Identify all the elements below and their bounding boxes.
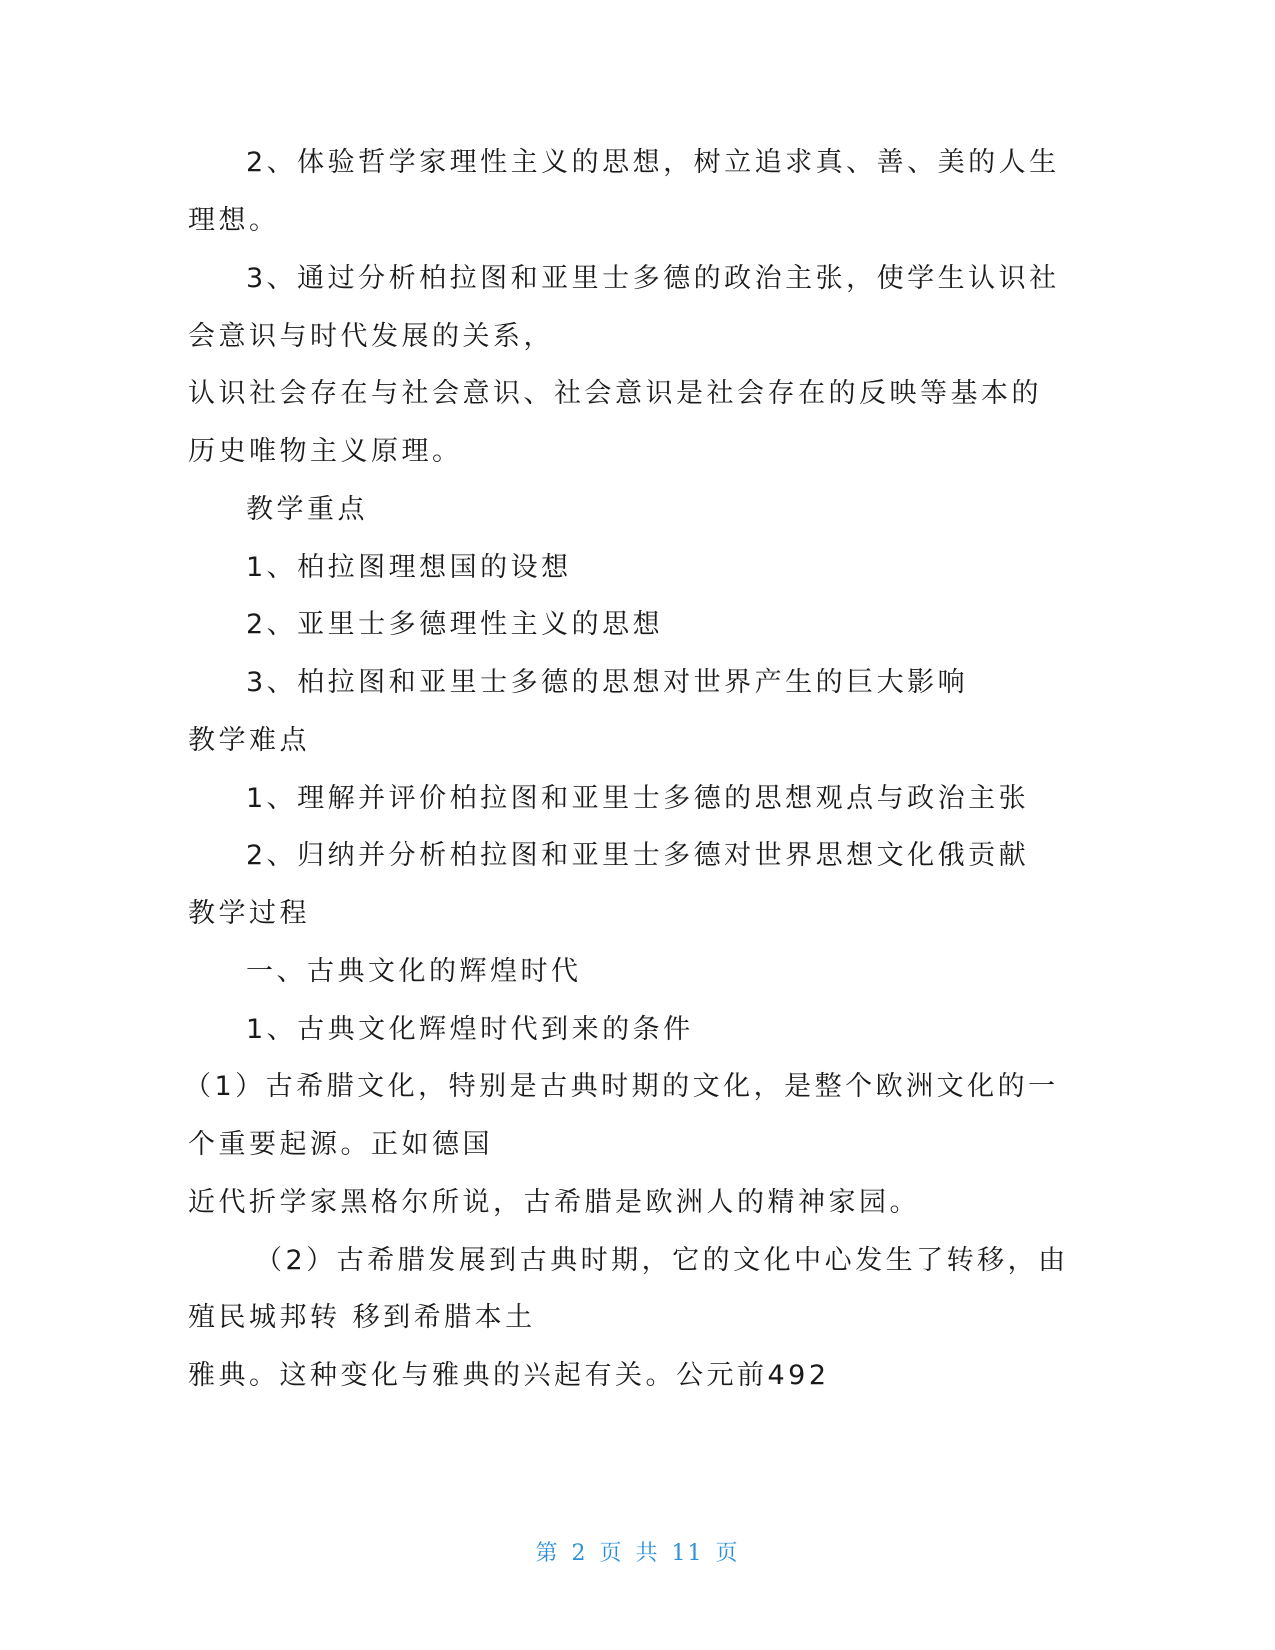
list-item: 1、柏拉图理想国的设想: [246, 552, 572, 583]
paragraph-line: 个重要起源。正如德国: [188, 1129, 493, 1160]
footer-prefix: 第: [535, 1541, 560, 1566]
paragraph-line: 2、体验哲学家理性主义的思想，树立追求真、善、美的人生: [246, 147, 1060, 178]
section-heading: 教学重点: [246, 494, 368, 525]
paragraph-line: 雅典。这种变化与雅典的兴起有关。公元前492: [188, 1360, 830, 1391]
section-heading: 教学难点: [188, 725, 310, 756]
paragraph-line: （1）古希腊文化，特别是古典时期的文化，是整个欧洲文化的一: [184, 1071, 1059, 1102]
footer-total-pages: 11: [671, 1541, 704, 1566]
subsection-heading: 一、古典文化的辉煌时代: [246, 956, 582, 987]
list-item: 2、归纳并分析柏拉图和亚里士多德对世界思想文化俄贡献: [246, 840, 1030, 871]
paragraph-line: （2）古希腊发展到古典时期，它的文化中心发生了转移，由: [255, 1245, 1069, 1276]
list-item: 2、亚里士多德理性主义的思想: [246, 609, 664, 640]
footer-total-label: 共: [635, 1541, 660, 1566]
list-item: 1、理解并评价柏拉图和亚里士多德的思想观点与政治主张: [246, 783, 1030, 814]
footer-page-number: 2: [571, 1541, 588, 1566]
paragraph-line: 会意识与时代发展的关系，: [188, 321, 554, 352]
paragraph-line: 3、通过分析柏拉图和亚里士多德的政治主张，使学生认识社: [246, 263, 1060, 294]
section-heading: 教学过程: [188, 898, 310, 929]
paragraph-line: 殖民城邦转 移到希腊本土: [188, 1302, 536, 1333]
page-footer: [0, 1536, 1275, 1567]
paragraph-line: 近代折学家黑格尔所说，古希腊是欧洲人的精神家园。: [188, 1187, 920, 1218]
list-item: 3、柏拉图和亚里士多德的思想对世界产生的巨大影响: [246, 667, 969, 698]
footer-suffix: 页: [715, 1541, 740, 1566]
subsection-heading: 1、古典文化辉煌时代到来的条件: [246, 1014, 694, 1045]
paragraph-line: 理想。: [188, 205, 280, 236]
footer-page-label: 页: [599, 1541, 624, 1566]
paragraph-line: 历史唯物主义原理。: [188, 436, 463, 467]
paragraph-line: 认识社会存在与社会意识、社会意识是社会存在的反映等基本的: [188, 378, 1042, 409]
